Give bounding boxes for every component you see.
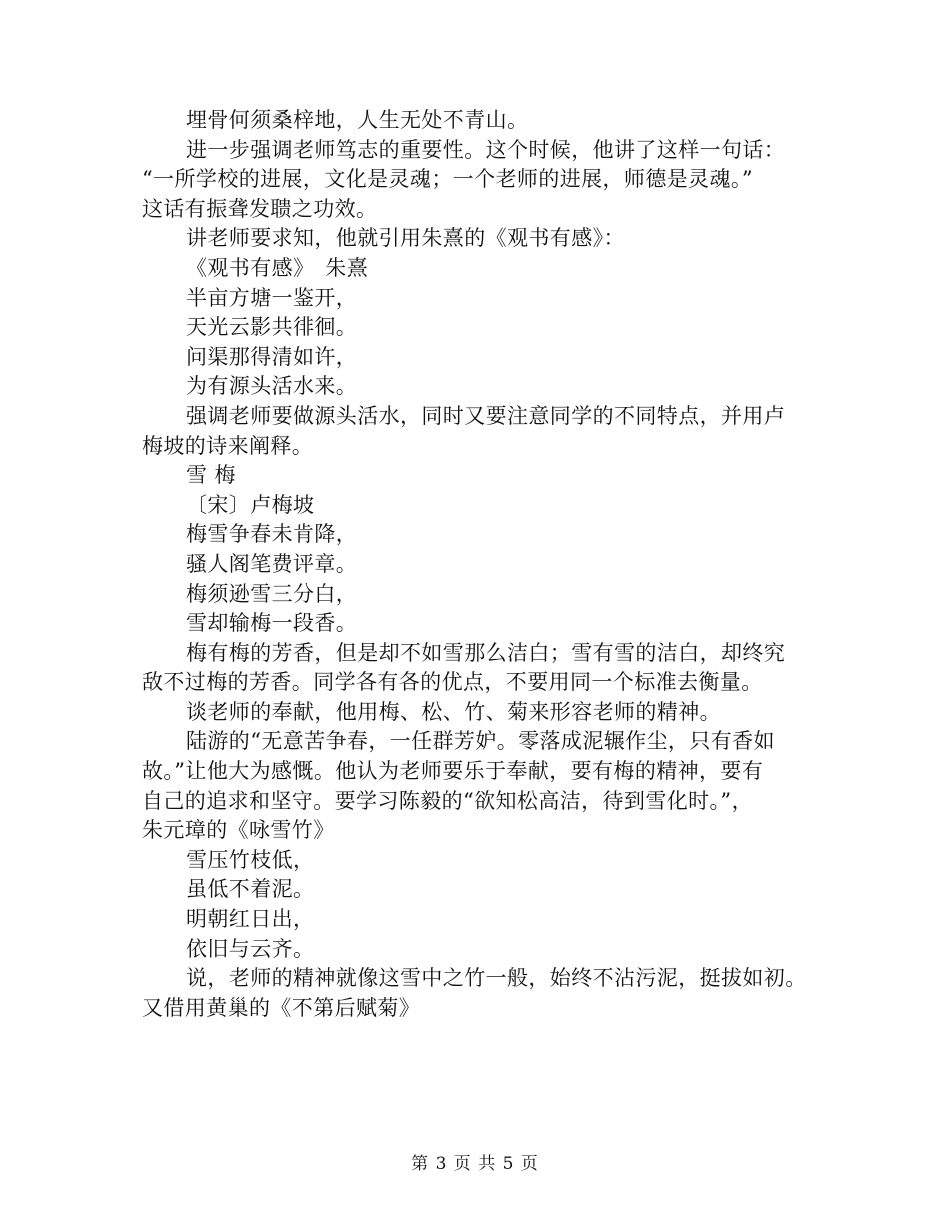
text-line: 朱元璋的《咏雪竹》 <box>142 818 335 843</box>
page-footer: 第 3 页 共 5 页 <box>411 1154 539 1174</box>
text-line: 雪 梅 <box>186 463 236 488</box>
text-line: 讲老师要求知，他就引用朱熹的《观书有感》： <box>186 226 625 251</box>
text-line: 天光云影共徘徊。 <box>186 315 358 340</box>
text-line: 梅须逊雪三分白， <box>186 581 358 606</box>
text-line: 故。”让他大为感慨。他认为老师要乐于奉献，要有梅的精神，要有 <box>142 759 764 784</box>
text-line: 依旧与云齐。 <box>186 936 315 961</box>
text-line: 自己的追求和坚守。要学习陈毅的“欲知松高洁，待到雪化时。”， <box>142 788 753 813</box>
text-line: 埋骨何须桑梓地，人生无处不青山。 <box>186 108 529 132</box>
text-line: 进一步强调老师笃志的重要性。这个时候，他讲了这样一句话： <box>186 137 786 162</box>
text-line: 梅有梅的芳香，但是却不如雪那么洁白；雪有雪的洁白，却终究 <box>186 640 786 665</box>
text-line: 又借用黄巢的《不第后赋菊》 <box>142 995 421 1020</box>
text-line: 雪压竹枝低， <box>186 847 315 872</box>
text-line: 骚人阁笔费评章。 <box>186 551 358 576</box>
text-line: 敌不过梅的芳香。同学各有各的优点，不要用同一个标准去衡量。 <box>142 670 763 695</box>
text-line: 陆游的“无意苦争春，一任群芳妒。零落成泥辗作尘，只有香如 <box>186 729 775 754</box>
text-line: 为有源头活水来。 <box>186 374 358 399</box>
text-line: 半亩方塘一鉴开， <box>186 285 358 310</box>
text-line: 梅雪争春未肯降， <box>186 522 358 547</box>
text-line: 梅坡的诗来阐释。 <box>142 433 314 458</box>
text-line: 《观书有感》 朱熹 <box>186 255 369 280</box>
text-line: “一所学校的进展，文化是灵魂；一个老师的进展，师德是灵魂。” <box>142 167 753 192</box>
text-line: 强调老师要做源头活水，同时又要注意同学的不同特点，并用卢 <box>186 403 786 428</box>
text-line: 明朝红日出， <box>186 907 315 932</box>
text-line: 雪却输梅一段香。 <box>186 611 358 636</box>
text-line: 这话有振聋发聩之功效。 <box>142 196 378 221</box>
text-line: 说，老师的精神就像这雪中之竹一般，始终不沾污泥，挺拔如初。 <box>186 966 807 991</box>
body-text <box>142 106 822 1023</box>
text-line: 问渠那得清如许， <box>186 344 358 369</box>
text-line: 谈老师的奉献，他用梅、松、竹、菊来形容老师的精神。 <box>186 699 721 724</box>
text-line: 虽低不着泥。 <box>186 877 315 902</box>
text-line: 〔宋〕卢梅坡 <box>186 492 315 517</box>
